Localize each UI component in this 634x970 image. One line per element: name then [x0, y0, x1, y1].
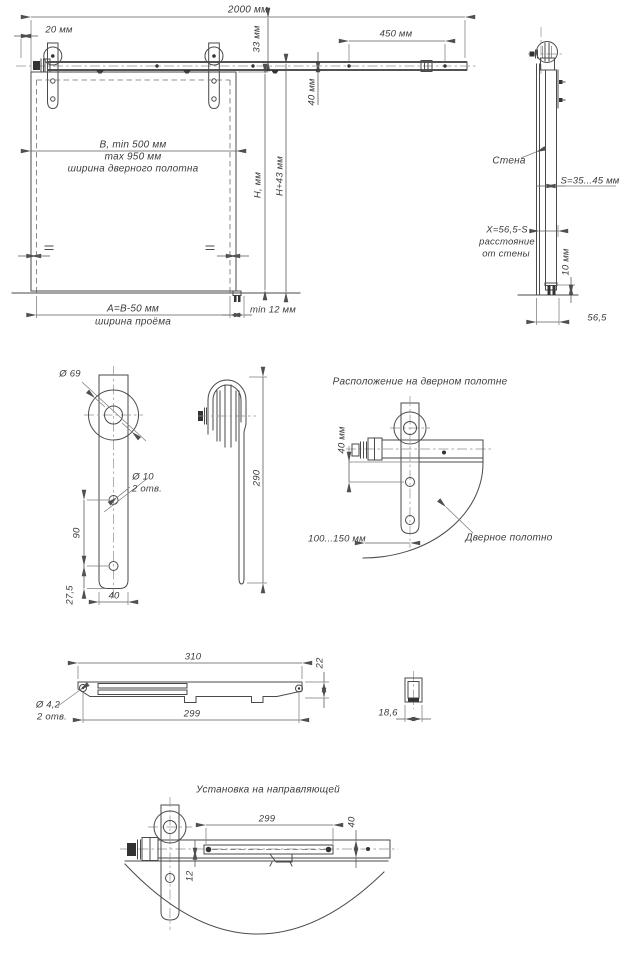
floor-guide-side: [545, 283, 557, 295]
dim-install-bottom-offset-label: 12: [184, 870, 196, 882]
door-leaf-arc: [363, 463, 483, 558]
dim-install-rail-height-label: 40: [346, 816, 358, 828]
dim-min-clearance-label: min 12 мм: [250, 304, 296, 316]
wall-distance-line3: от стены: [482, 248, 530, 260]
dim-strap-width-label: 40: [108, 590, 120, 602]
wall-label: Стена: [492, 155, 526, 167]
dim-rail-height-label: 22: [314, 657, 326, 669]
dim-total-length-label: 2000 мм: [227, 4, 269, 16]
rail-profile: [78, 682, 302, 703]
dim-floor-guide-height-label: 10 мм: [560, 248, 572, 276]
dim-hole-spacing-label: 450 мм: [379, 28, 413, 40]
dim-rail-length-label: 310: [184, 651, 202, 663]
hanger-left: [44, 43, 62, 109]
door-placement-title: Расположение на дверном полотне: [332, 376, 508, 388]
opening-width-line1: A=B-50 мм: [107, 303, 159, 315]
door-leaf: [31, 72, 236, 291]
dim-edge-offset-label: 100...150 мм: [308, 533, 366, 545]
opening-width-line2: ширина проёма: [94, 316, 172, 328]
doorway-opening: [37, 80, 231, 293]
equal-overhang-marks: [18, 246, 249, 256]
dim-rail-hole-spacing-label: 299: [183, 708, 201, 720]
dim-bottom-offset-label: 27,5: [64, 585, 76, 605]
hole-count-label: 2 отв.: [132, 483, 162, 495]
dim-hanger-length-label: 290: [251, 469, 263, 487]
dim-bracket-height-label: 33 мм: [251, 25, 263, 53]
dim-hole-diameter-label: Ø 10: [132, 471, 154, 483]
roller-side: [530, 42, 558, 71]
dim-rail-hole-diameter-label: Ø 4,2: [35, 699, 61, 711]
dim-damper-length-label: 299: [258, 813, 276, 825]
dim-axis-offset-label: 56,5: [587, 312, 607, 324]
dim-hanger-hole-spacing-label: 90: [71, 527, 83, 539]
installation-title: Установка на направляющей: [196, 784, 340, 796]
wall-distance-line1: X=56,5-S: [486, 224, 528, 236]
dim-end-offset-label: 20 мм: [45, 24, 73, 36]
dim-door-thickness-label: S=35...45 мм: [560, 175, 620, 187]
rail-hole-count-label: 2 отв.: [37, 711, 67, 723]
dim-section-width-label: 18,6: [378, 707, 398, 719]
rail-section-view: [396, 671, 431, 722]
wall-distance-line2: расстояние: [479, 236, 535, 248]
strap-tail: [239, 424, 246, 584]
wall: [537, 64, 540, 295]
door-width-line1: B, min 500 мм: [99, 139, 167, 151]
dim-total-height-label: H+43 мм: [274, 155, 286, 197]
hanger-right: [205, 43, 223, 109]
soft-close-damper: [204, 845, 333, 866]
door-leaf-arc-bottom: [125, 864, 384, 934]
door-leaf-label: Дверное полотно: [465, 532, 553, 544]
dim-top-offset-label: 40 мм: [336, 426, 348, 454]
door-width-line3: ширина дверного полотна: [67, 163, 199, 175]
dim-door-height-label: H, мм: [252, 171, 264, 199]
door-width-line2: max 950 мм: [104, 151, 162, 163]
dim-rail-to-door-label: 40 мм: [306, 78, 318, 106]
dim-roller-diameter-label: Ø 69: [59, 368, 81, 380]
